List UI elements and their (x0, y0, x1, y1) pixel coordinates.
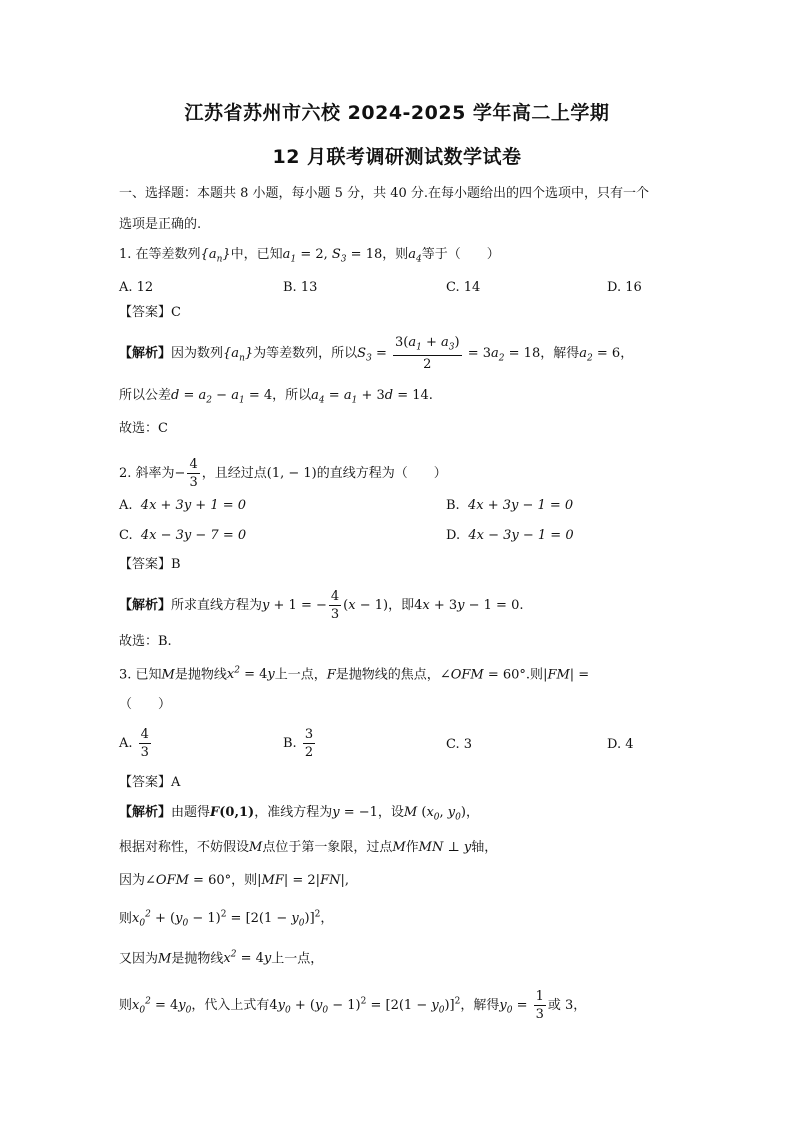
q2-analysis-label: 【解析】 (119, 598, 172, 613)
q3-line2-c: 作 (405, 840, 419, 855)
q3-line6-b: ，代入上式有 (191, 998, 270, 1013)
q3-line6-y0: $y_0$ = $\frac{1}{3}$ (499, 989, 544, 1022)
q2-option-a (119, 498, 246, 513)
section-heading-line1: 一、选择题：本题共 8 小题，每小题 5 分，共 40 分.在每小题给出的四个选项中，只有一个 (119, 186, 650, 201)
q3-analysis-text-b: ，准线方程为 (254, 805, 333, 820)
section-heading-line2: 选项是正确的. (119, 217, 202, 232)
q1-analysis: 【解析】因为数列$\{a_n\}$为等差数列，所以$S_3$ = $\frac{3(a_1 + a_3)}{2}$ = $3a_2 = 18$，解得$a_2 = 6$， (119, 335, 634, 372)
q1-analysis-line2-b: ，所以 (272, 388, 312, 403)
q2-stem-text-b: ，且经过点 (201, 466, 267, 481)
q3-focus-coord: F(0,1) (210, 805, 255, 820)
q1-analysis-formula: $S_3$ = $\frac{3(a_1 + a_3)}{2}$ = $3a_2 = 18$ (357, 335, 541, 372)
q1-option-d: D. 16 (607, 280, 642, 295)
q2-analysis-text-b: ，即 (388, 598, 415, 613)
q3-option-a (119, 728, 153, 759)
q3-point-m: M (161, 667, 175, 683)
q3-line6 (119, 990, 586, 1021)
q2-option-d (446, 528, 574, 543)
q3-stem-text-e: 则 (530, 667, 544, 683)
q1-common-diff: $d = a_2 - a_1 = 4$ (171, 388, 273, 406)
doc-title-line2: 12 月联考调研测试数学试卷 (272, 146, 522, 168)
q2-option-d-label: D. (446, 528, 461, 543)
q3-line2-m1: M (249, 840, 263, 855)
q3-line2-a: 根据对称性，不妨假设 (119, 840, 250, 855)
q1-analysis-a2: $a_2 = 6$ (579, 345, 621, 364)
q3-analysis-text-a: 由题得 (171, 805, 211, 820)
q1-analysis-label: 【解析】 (119, 345, 172, 361)
q3-line5-m: M (158, 951, 172, 967)
q1-stem-text-a: 1. 在等差数列 (119, 247, 201, 262)
q3-option-c: C. 3 (446, 737, 473, 752)
q2-option-b-eq: 4x + 3y − 1 = 0 (467, 498, 574, 513)
q1-a4: $a_4$ (408, 247, 422, 265)
q3-line2-perp: MN ⊥ y (418, 840, 472, 855)
q3-option-a-frac: $\frac{4}{3}$ (140, 727, 149, 760)
q1-stem (119, 247, 500, 265)
q3-line5 (119, 950, 323, 967)
q2-line-eq: y + 1 = − $\frac{4}{3}$ (x − 1) (262, 589, 389, 622)
q2-final-eq: 4x + 3y − 1 = 0. (414, 598, 524, 613)
q1-option-b: B. 13 (283, 280, 318, 295)
q1-stem-text-c: ，则 (382, 247, 409, 262)
q3-option-b-label: B. (283, 736, 297, 751)
q3-line6-eq: $4y_0 + (y_0 - 1)^2 = [2(1 - y_0)]^2$ (269, 996, 461, 1016)
q2-stem-text-a: 2. 斜率为 (119, 466, 175, 481)
q1-option-c: C. 14 (446, 280, 481, 295)
q3-option-b (283, 728, 317, 759)
q2-option-a-label: A. (119, 498, 133, 513)
q3-parabola: $x^2 = 4y$ (226, 666, 275, 683)
q3-answer: 【答案】A (119, 775, 181, 790)
q1-stem-text-b: 中，已知 (230, 247, 283, 262)
q3-line6-d: 或 3， (547, 998, 587, 1013)
q2-slope: − $\frac{4}{3}$ (174, 457, 198, 490)
q2-point: (1, − 1) (266, 466, 317, 481)
q1-analysis-text-a: 因为数列 (171, 345, 224, 361)
q3-focus-f: F (326, 667, 336, 683)
q3-line6-c: ，解得 (460, 998, 500, 1013)
q3-fm-abs: |FM| = (543, 667, 590, 683)
q3-stem-text-b: 是抛物线 (174, 667, 227, 683)
q3-line4 (119, 910, 333, 930)
q3-line3-b: ，则 (231, 873, 258, 888)
q2-conclusion: 故选：B. (119, 634, 172, 649)
q3-line2-d: 轴， (471, 840, 498, 855)
q3-line4-a: 则 (119, 911, 133, 927)
q2-option-d-eq: 4x − 3y − 1 = 0 (468, 528, 574, 543)
q3-stem-text-a: 3. 已知 (119, 667, 162, 683)
q1-analysis-line2-a: 所以公差 (119, 388, 172, 403)
q3-option-b-frac: $\frac{3}{2}$ (304, 727, 314, 760)
q3-m-coord: M ($x_0$, $y_0$) (403, 805, 466, 823)
q3-line2-b: 点位于第一象限，过点 (262, 840, 393, 855)
q3-analysis-label: 【解析】 (119, 805, 172, 820)
q1-stem-text-d: 等于（ ） (421, 247, 500, 262)
q2-option-c-eq: 4x − 3y − 7 = 0 (140, 528, 247, 543)
q2-answer: 【答案】B (119, 557, 181, 572)
q3-analysis: 【解析】由题得F(0,1)，准线方程为y = −1，设M ($x_0$, $y_0$)， (119, 805, 479, 823)
q2-option-b-label: B. (446, 498, 460, 513)
q1-given: $a_1 = 2$, $S_3 = 18$ (282, 247, 383, 265)
q2-option-c-label: C. (119, 528, 133, 543)
q1-analysis-text-c: ，解得 (540, 345, 580, 361)
q3-option-d: D. 4 (607, 737, 634, 752)
q3-stem-text-d: 是抛物线的焦点， (335, 667, 440, 683)
q1-seq-set: $\{a_n\}$ (200, 247, 231, 265)
q3-line6-x0: $x_0^2 = 4y_0$ (132, 996, 192, 1016)
q2-analysis-text-a: 所求直线方程为 (171, 598, 263, 613)
q3-line3 (119, 873, 349, 889)
q3-stem (119, 666, 589, 683)
q3-directrix: y = −1 (332, 805, 378, 820)
q1-analysis-seq: $\{a_n\}$ (223, 345, 254, 364)
q2-stem (119, 458, 447, 489)
q3-line5-c: 上一点， (271, 951, 324, 967)
q3-line5-a: 又因为 (119, 951, 159, 967)
q2-analysis (119, 590, 523, 621)
q3-line3-rel: |MF| = 2|FN|, (257, 873, 349, 888)
q1-a4-result: $a_4 = a_1 + 3d = 14$. (311, 388, 433, 406)
q3-line6-a: 则 (119, 998, 133, 1013)
q2-option-a-eq: 4x + 3y + 1 = 0 (140, 498, 247, 513)
doc-title-line1: 江苏省苏州市六校 2024-2025 学年高二上学期 (184, 102, 610, 124)
q1-answer: 【答案】C (119, 305, 181, 320)
q1-analysis-text-b: 为等差数列，所以 (253, 345, 358, 361)
q3-line5-parabola: $x^2 = 4y$ (223, 950, 272, 967)
q3-stem-text-c: 上一点， (274, 667, 327, 683)
q3-angle: ∠OFM = 60°. (439, 667, 531, 683)
q3-line4-eq: $x_0^2 + (y_0 - 1)^2 = [2(1 - y_0)]^2$， (132, 910, 334, 929)
q1-conclusion: 故选：C (119, 421, 168, 436)
q3-line3-a: 因为 (119, 873, 146, 888)
q3-option-a-label: A. (119, 736, 133, 751)
q3-analysis-text-c: ，设 (377, 805, 404, 820)
q3-line2-m2: M (392, 840, 406, 855)
q3-line2 (119, 840, 497, 856)
q3-line3-angle: ∠OFM = 60° (145, 873, 232, 888)
q1-analysis-line2 (119, 388, 433, 406)
q2-option-c (119, 528, 246, 543)
q3-stem-line2: （ ） (119, 697, 172, 712)
q2-option-b (446, 498, 573, 513)
q1-option-a: A. 12 (119, 280, 154, 295)
q2-stem-text-c: 的直线方程为（ ） (316, 466, 447, 481)
q3-line5-b: 是抛物线 (171, 951, 224, 967)
